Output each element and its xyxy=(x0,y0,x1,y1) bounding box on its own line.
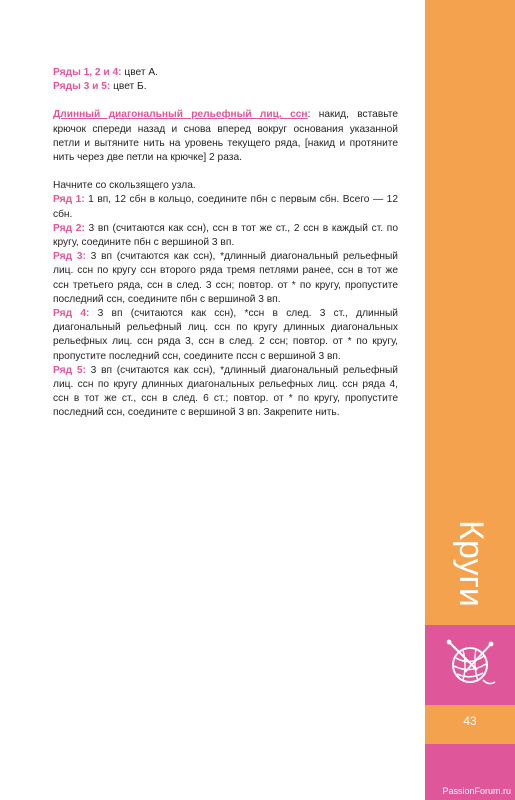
row-2 xyxy=(53,222,398,250)
color-row-b xyxy=(53,80,398,94)
color-row-a-text: цвет А. xyxy=(121,67,158,78)
row-3-label: Ряд 3: xyxy=(53,251,86,263)
color-row-b-text: цвет Б. xyxy=(110,81,147,93)
row-1 xyxy=(53,193,398,221)
row-5-label: Ряд 5: xyxy=(53,364,86,376)
stitch-label: Длинный диагональный рельефный лиц. ссн xyxy=(53,109,308,121)
intro-text: Начните со скользящего узла. xyxy=(53,180,196,192)
sidebar xyxy=(425,0,515,800)
row-5 xyxy=(53,364,398,421)
page-number: 43 xyxy=(463,714,477,728)
color-row-a-label: Ряды 1, 2 и 4: xyxy=(53,67,122,78)
stitch-definition xyxy=(53,108,398,165)
main-text xyxy=(53,66,398,421)
row-4-label: Ряд 4: xyxy=(53,308,90,320)
section-title xyxy=(435,508,505,618)
color-row-a xyxy=(53,66,398,80)
row-2-text: 3 вп (считаются как ссн), ссн в тот же ст., 2 ссн в каждый ст. по кругу, соедините пбн с вершиной 3 вп. xyxy=(53,222,398,249)
row-1-label: Ряд 1: xyxy=(53,194,85,206)
row-4-text: 3 вп (считаются как ссн), *ссн в след. 3 ст., длинный диагональный рельефный лиц. ссн по кругу длинных диагональных рельефных лиц. ссн ряда 3, ссн в след. 2 ссн; повтор. от * по кругу, пропустите последний ссн, соедините пссн с вершиной 3 вп. xyxy=(53,308,398,362)
row-3-text: 3 вп (считаются как ссн), *длинный диагональный рельефный лиц. ссн по кругу ссн второго ряда тремя петлями ранее, ссн в тот же ссн третьего ряда, ссн в след. 3 ссн; повтор. от * по кругу, пропустите последний ссн, соедините пбн с вершиной 3 вп. xyxy=(53,251,398,305)
section-title-text: Круги xyxy=(451,519,490,607)
row-3 xyxy=(53,250,398,307)
row-2-label: Ряд 2: xyxy=(53,222,85,234)
stitch-text: : накид, вставьте крючок спереди назад и снова вперед вокруг основания указанной петли и вытяните нить на уровень текущего ряда, [накид и протяните нить через две петли на крючке] 2 раза. xyxy=(53,109,398,164)
row-4 xyxy=(53,307,398,364)
watermark: PassionForum.ru xyxy=(442,786,511,796)
color-row-b-label: Ряды 3 и 5: xyxy=(53,81,111,93)
row-1-text: 1 вп, 12 сбн в кольцо, соедините пбн с первым сбн. Всего — 12 сбн. xyxy=(53,194,398,220)
row-5-text: 3 вп (считаются как ссн), *длинный диагональный рельефный лиц. ссн по кругу длинных диагональных рельефных лиц. ссн ряда 4, ссн в тот же ст., ссн в след. 6 ст.; повтор. от * по кругу, пропустите последний ссн, соедините с вершиной 3 вп. Закрепите нить. xyxy=(53,364,398,419)
yarn-ball-icon xyxy=(443,636,497,690)
